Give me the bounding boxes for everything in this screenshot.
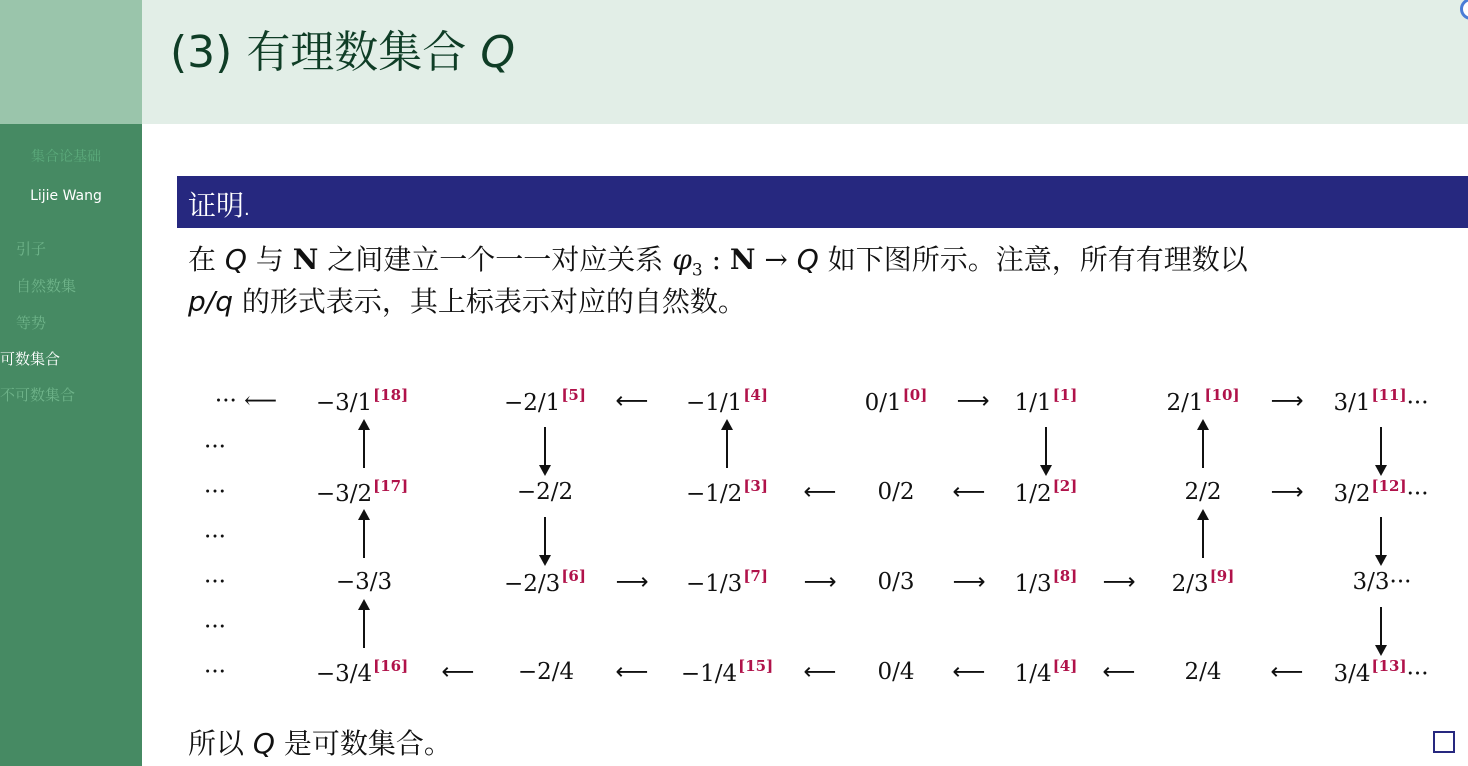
diagram-entry-p3-2: 3/2[12]··· xyxy=(1333,477,1429,507)
diagram-entry-r5-dots: ··· xyxy=(204,569,226,595)
qed-symbol xyxy=(1433,731,1455,753)
diagram-arrow-a-r7-6: ⟵ xyxy=(1270,659,1304,685)
diagram-entry-m1-2: −1/2[3] xyxy=(686,477,768,507)
diagram-entry-p1-3: 1/3[8] xyxy=(1014,567,1078,597)
diagram-arrow-a-r3-3: ⟶ xyxy=(1270,479,1304,505)
diagram-arrow-a-r5-3: ⟶ xyxy=(952,569,986,595)
diagram-entry-m1-4: −1/4[15] xyxy=(680,657,774,687)
diagram-m3-col-arrow-3 xyxy=(363,607,365,648)
diagram-entry-m3-3: −3/3 xyxy=(335,569,393,595)
diagram-entry-p1-1: 1/1[1] xyxy=(1014,386,1078,416)
diagram-p2-col-arrow-2 xyxy=(1202,517,1204,558)
diagram-entry-p2-4: 2/4 xyxy=(1184,659,1222,685)
diagram-p3-col-arrow-2 xyxy=(1380,517,1382,558)
sidebar-item-natural-numbers[interactable]: 自然数集 xyxy=(16,277,77,295)
diagram-p3-col-arrow-1 xyxy=(1380,427,1382,468)
diagram-arrow-a-r7-3: ⟵ xyxy=(803,659,837,685)
slide-title-text: (3) 有理数集合 xyxy=(170,27,467,78)
diagram-entry-p2-1: 2/1[10] xyxy=(1166,386,1240,416)
sidebar-item-intro[interactable]: 引子 xyxy=(16,240,47,258)
diagram-arrow-a-r1-1: ⟵ xyxy=(615,388,649,414)
diagram-entry-r2-dots: ··· xyxy=(204,434,226,460)
diagram-entry-p2-2: 2/2 xyxy=(1184,479,1222,505)
diagram-m2-col-arrow-2 xyxy=(544,517,546,558)
diagram-p3-col-arrow-3 xyxy=(1380,607,1382,648)
proof-line-2: p/q 的形式表示，其上标表示对应的自然数。 xyxy=(188,285,746,318)
diagram-entry-m3-4: −3/4[16] xyxy=(315,657,409,687)
diagram-arrow-a-r5-2: ⟶ xyxy=(803,569,837,595)
slide-title-symbol: Q xyxy=(480,27,515,78)
diagram-m1-col-arrow-1 xyxy=(726,427,728,468)
diagram-arrow-a-r7-1: ⟵ xyxy=(441,659,475,685)
slide-title xyxy=(170,16,515,80)
diagram-entry-p3-1: 3/1[11]··· xyxy=(1333,386,1429,416)
diagram-entry-m1-3: −1/3[7] xyxy=(686,567,768,597)
diagram-entry-m2-3: −2/3[6] xyxy=(504,567,586,597)
sidebar-item-equipotence[interactable]: 等势 xyxy=(16,314,47,332)
diagram-entry-r3-dots: ··· xyxy=(204,479,226,505)
sidebar-item-uncountable-sets[interactable]: 不可数集合 xyxy=(0,386,76,404)
diagram-entry-r6-dots: ··· xyxy=(204,614,226,640)
sidebar-logo-area xyxy=(0,0,142,124)
diagram-entry-r7-dots: ··· xyxy=(204,659,226,685)
diagram-entry-m3-2: −3/2[17] xyxy=(315,477,409,507)
diagram-arrow-a-r5-1: ⟶ xyxy=(615,569,649,595)
proof-label: 证明. xyxy=(188,189,250,222)
proof-line-1: 在 Q 与 N 之间建立一个一一对应关系 $\varphi_3$ : N → Q 如下图所示。注意，所有有理数以 xyxy=(188,243,1248,281)
diagram-entry-z0-1: 0/1[0] xyxy=(864,386,928,416)
proof-conclusion: 所以 Q 是可数集合。 xyxy=(188,727,452,760)
diagram-m3-col-arrow-1 xyxy=(363,427,365,468)
diagram-m3-col-arrow-2 xyxy=(363,517,365,558)
diagram-p2-col-arrow-1 xyxy=(1202,427,1204,468)
diagram-arrow-a-r5-4: ⟶ xyxy=(1102,569,1136,595)
diagram-entry-m3-1: −3/1[18] xyxy=(315,386,409,416)
diagram-entry-p2-3: 2/3[9] xyxy=(1171,567,1235,597)
diagram-entry-r1-dots: ··· ⟵ xyxy=(214,388,278,414)
diagram-arrow-a-r1-2: ⟶ xyxy=(956,388,990,414)
diagram-entry-m2-4: −2/4 xyxy=(517,659,575,685)
diagram-p1-col-arrow-1 xyxy=(1045,427,1047,468)
diagram-entry-p3-4: 3/4[13]··· xyxy=(1333,657,1429,687)
diagram-entry-z0-3: 0/3 xyxy=(877,569,915,595)
sidebar-item-countable-sets[interactable]: 可数集合 xyxy=(0,350,61,368)
diagram-m2-col-arrow-1 xyxy=(544,427,546,468)
diagram-entry-m1-1: −1/1[4] xyxy=(686,386,768,416)
diagram-arrow-a-r1-3: ⟶ xyxy=(1270,388,1304,414)
diagram-entry-p1-4: 1/4[4] xyxy=(1014,657,1078,687)
proof-block-header xyxy=(177,176,1468,228)
diagram-entry-p3-3: 3/3··· xyxy=(1352,569,1412,595)
diagram-entry-z0-4: 0/4 xyxy=(877,659,915,685)
diagram-arrow-a-r7-2: ⟵ xyxy=(615,659,649,685)
diagram-entry-m2-2: −2/2 xyxy=(516,479,574,505)
diagram-arrow-a-r3-2: ⟵ xyxy=(952,479,986,505)
diagram-entry-z0-2: 0/2 xyxy=(877,479,915,505)
sidebar-author[interactable]: Lijie Wang xyxy=(30,188,102,204)
diagram-entry-p1-2: 1/2[2] xyxy=(1014,477,1078,507)
sidebar-presentation-title[interactable]: 集合论基础 xyxy=(31,149,101,165)
diagram-entry-m2-1: −2/1[5] xyxy=(504,386,586,416)
diagram-arrow-a-r7-5: ⟵ xyxy=(1102,659,1136,685)
diagram-arrow-a-r7-4: ⟵ xyxy=(952,659,986,685)
diagram-arrow-a-r3-1: ⟵ xyxy=(803,479,837,505)
diagram-entry-r4-dots: ··· xyxy=(204,524,226,550)
